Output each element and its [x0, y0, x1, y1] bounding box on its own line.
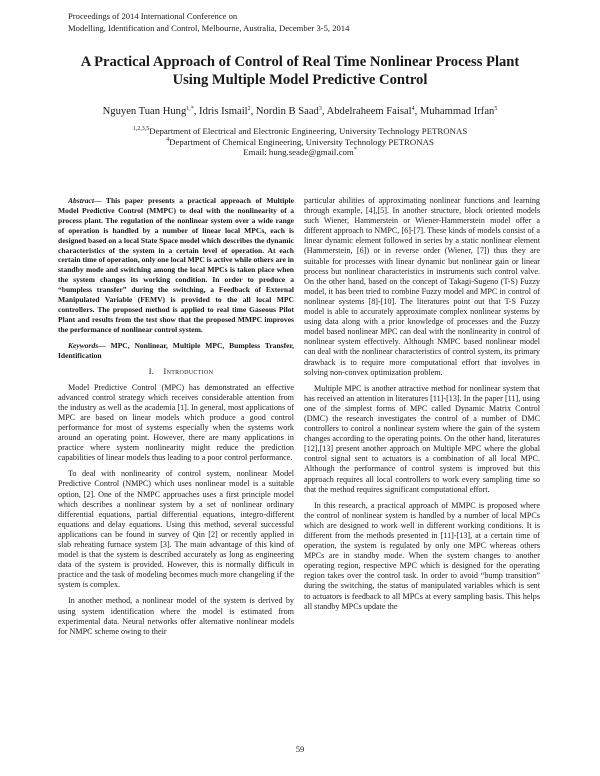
title-line-1: A Practical Approach of Control of Real Time Nonlinear Process Plant [80, 54, 520, 70]
left-column [58, 196, 294, 643]
author-4: , Abdelraheem Faisal [321, 106, 412, 117]
section-number: I. [148, 366, 155, 376]
author-list [20, 105, 580, 118]
author-2: , Idris Ismail [193, 106, 248, 117]
abstract-text: — This paper presents a practical approach of Multiple Model Predictive Control (MMPC) to deal with the nonlinearity of a process plant. The regulation of the nonlinear system over a wide range of operation is handled by a number of linear local MPCs, each is designed based on a local State Space model which describes the dynamic characteristics of the system in a certain level of operation. At each certain time of operation, only one local MPC is active while others are in standby mode and switching among the local MPCs is taken place when the system changes its working condition. In order to produce a “bumpless transfer” during the switching, a Feedback of External Manipulated Variable (FEMV) is provided to the all local MPC controllers. The proposed method is applied to real time Gaseous Pilot Plant and results from the test show that the proposed MMPC improves the performance of nonlinear control system. [58, 196, 294, 334]
affiliation-1-sup: 1,2,3,5 [132, 126, 150, 132]
right-paragraph-2: Multiple MPC is another attractive method for nonlinear system that has received an attention in literatures [11]-[13]. In the paper [11], using one of the simplest forms of MPC called Dynamic Matrix Control (DMC) the research investigates the control of a number of DMC controllers to control a nonlinear system where the gain of the system changes according to the operating points. On the other hand, literatures [12],[13] present another approach on Multiple MPC where the global control signal sent to actuators is a combination of all local MPC. Although the performance of control system is improved but this approach requires all local controllers to work every sampling time so that the method requires significant computational effort. [304, 383, 540, 494]
left-paragraph-3: In another method, a nonlinear model of the system is derived by using system identification where the model is estimated from experimental data. Neural networks offer alternative nonlinear models for NMPC scheme owing to their [58, 596, 294, 636]
section-heading-introduction [58, 367, 294, 377]
page-number: 59 [295, 744, 305, 754]
affiliation-2 [40, 137, 560, 148]
left-paragraph-2: To deal with nonlinearity of control system, nonlinear Model Predictive Control (NMPC) which uses nonlinear model is a suitable option, [2]. One of the NMPC approaches uses a first principle model which describes a nonlinear system by a set of nonlinear ordinary differential equations, partial differential equations, integro-different equations and delay equations. Using this method, several successful applications can be found in survey of Qin [2] or recently applied in slab reheating furnace system [3]. The main advantage of this kind of model is that the system is described accurately as long as engineering data of the system is provided. However, this is normally difficult in practice and the task of modeling becomes much more changeling if the system is complex. [58, 469, 294, 590]
author-4-sup: 4 [411, 106, 415, 112]
author-5-sup: 5 [494, 106, 498, 112]
abstract [58, 196, 294, 335]
email-text: Email: hung.seade@gmail.com [243, 147, 354, 157]
right-paragraph-1: particular abilities of approximating nonlinear functions and learning through example, [4],[5]. In another structure, block oriented models such Wiener, Hammerstein or Wiener-Hammerstein model offer a different approach to NMPC, [6]-[7]. These kinds of models consist of a linear dynamic element followed in series by a static nonlinear element (Hammerstein, [6]) or in reverse order (Wiener, [7]) thus they are suitable for processes with linear dynamic but nonlinear gain or linear process but nonlinear characteristics in instruments such control valve. On the other hand, based on the concept of Takagi-Sugeno (T-S) Fuzzy model, it has been tried to combine Fuzzy model and MPC in control of nonlinear systems [8]-[10]. The literatures point out that T-S Fuzzy model is able to accurately approximate complex nonlinear systems by using data along with a prior knowledge of processes and the Fuzzy model based nonlinear MPC can deal with the nonlinearity in control of nonlinear system effectively. Although NMPC based nonlinear model can deal with the nonlinear characteristics of control system, its primary drawback is to require more computational effort that involves in solving non-convex optimization problem. [304, 196, 540, 377]
author-3-sup: 3 [318, 106, 322, 112]
author-1: Nguyen Tuan Hung [102, 106, 187, 117]
email-line [40, 147, 560, 158]
header-line-2: Modelling, Identification and Control, Melbourne, Australia, December 3-5, 2014 [68, 23, 350, 33]
keywords-text: — MPC, Nonlinear, Multiple MPC, Bumpless Transfer, Identification [58, 340, 294, 360]
author-1-sup: 1,* [186, 106, 194, 112]
paper-title [40, 53, 560, 89]
proceedings-header [68, 10, 349, 34]
section-title: Introduction [163, 366, 214, 376]
header-line-1: Proceedings of 2014 International Conference on [68, 11, 238, 21]
right-paragraph-3: In this research, a practical approach of MMPC is proposed where the control of nonlinear system is handled by a number of local MPCs which are designed to work well in different working conditions. It is different from the methods presented in [11]-[13], at a certain time of operation, the system is regulated by only one MPC whereas others MPCs are in standby mode. When the system changes to another operating region, respective MPC which is designed for the operating region takes over the control task. In order to avoid “bump transition” during the switching, the status of manipulated variables which is sent to actuators is feedback to all MPCs at every sampling basis. This helps all standby MPCs update the [304, 500, 540, 611]
affiliation-1 [40, 126, 560, 137]
email-sup: * [353, 147, 357, 153]
title-line-2: Using Multiple Model Predictive Control [172, 72, 428, 88]
keywords-label: Keywords [68, 340, 99, 350]
affiliation-2-sup: 4 [166, 136, 170, 143]
author-3: , Nordin B Saad [250, 106, 319, 117]
keywords [58, 341, 294, 361]
author-2-sup: 2 [247, 106, 251, 112]
left-paragraph-1: Model Predictive Control (MPC) has demonstrated an effective advanced control strategy which receives considerable attention from the industry as well as the academia [1]. In general, most applications of MPC are based on linear models which produce a good control performance for most of systems especially when the systems work around an operating point. However, there are many applications in practice where system nonlinearity might reduce the prediction capabilities of linear models thus leading to a poor control performance. [58, 382, 294, 463]
right-column [304, 196, 540, 618]
affiliations [40, 126, 560, 158]
affiliation-1-text: Department of Electrical and Electronic Engineering, University Technology PETRONAS [149, 126, 468, 136]
abstract-label: Abstract [68, 196, 94, 205]
author-5: , Muhammad Irfan [414, 106, 495, 117]
affiliation-2-text: Department of Chemical Engineering, University Technology PETRONAS [169, 136, 434, 147]
